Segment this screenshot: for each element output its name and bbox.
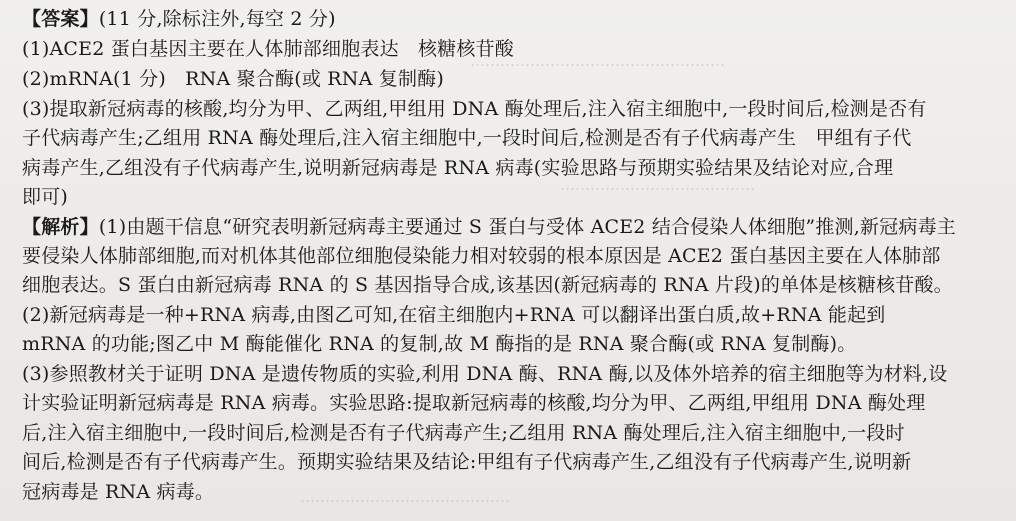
analysis-line: 计实验证明新冠病毒是 RNA 病毒。实验思路:提取新冠病毒的核酸,均分为甲、乙两组,甲组用 DNA 酶处理 xyxy=(22,392,926,414)
analysis-line: 细胞表达。S 蛋白由新冠病毒 RNA 的 S 基因指导合成,该基因(新冠病毒的 RNA 片段)的单体是核糖核苷酸。 xyxy=(22,274,953,296)
answer-tag: 【答案】 xyxy=(22,8,99,30)
answer-q2: (2)mRNA(1 分) RNA 聚合酶(或 RNA 复制酶) xyxy=(22,68,444,90)
analysis-text: (1)由题干信息“研究表明新冠病毒主要通过 S 蛋白与受体 ACE2 结合侵染人体细胞”推测,新冠病毒主 xyxy=(98,216,956,238)
answer-q3-line: 病毒产生,乙组没有子代病毒产生,说明新冠病毒是 RNA 病毒(实验思路与预期实验结果及结论对应,合理 xyxy=(22,157,894,179)
analysis-line: (3)参照教材关于证明 DNA 是遗传物质的实验,利用 DNA 酶、RNA 酶,以及体外培养的宿主细胞等为材料,设 xyxy=(22,363,948,385)
show-through-text: ………………………………… xyxy=(560,176,755,194)
analysis-line: 要侵染人体肺部细胞,而对机体其他部位细胞侵染能力相对较弱的根本原因是 ACE2 蛋白基因主要在人体肺部 xyxy=(22,245,941,267)
answer-q3-line: 子代病毒产生;乙组用 RNA 酶处理后,注入宿主细胞中,一段时间后,检测是否有子代病毒产生 甲组有子代 xyxy=(22,127,912,149)
answer-header xyxy=(22,6,1004,32)
answer-q3-line: (3)提取新冠病毒的核酸,均分为甲、乙两组,甲组用 DNA 酶处理后,注入宿主细胞中,一段时间后,检测是否有 xyxy=(22,98,927,120)
answer-q1: (1)ACE2 蛋白基因主要在人体肺部细胞表达 核糖核苷酸 xyxy=(22,38,514,60)
analysis-line: mRNA 的功能;图乙中 M 酶能催化 RNA 的复制,故 M 酶指的是 RNA 聚合酶(或 RNA 复制酶)。 xyxy=(22,333,857,355)
analysis-line xyxy=(22,214,1004,240)
analysis-line: 冠病毒是 RNA 病毒。 xyxy=(22,481,215,503)
analysis-line: 间后,检测是否有子代病毒产生。预期实验结果及结论:甲组有子代病毒产生,乙组没有子代病毒产生,说明新 xyxy=(22,451,912,473)
analysis-line: 后,注入宿主细胞中,一段时间后,检测是否有子代病毒产生;乙组用 RNA 酶处理后,注入宿主细胞中,一段时 xyxy=(22,422,905,444)
analysis-line: (2)新冠病毒是一种+RNA 病毒,由图乙可知,在宿主细胞内+RNA 可以翻译出蛋白质,故+RNA 能起到 xyxy=(22,304,886,326)
show-through-text: …………………………………………… xyxy=(470,52,725,70)
answer-q3-line: 即可) xyxy=(22,186,69,208)
analysis-tag: 【解析】 xyxy=(22,216,99,238)
show-through-text: …………………………………… xyxy=(300,488,510,506)
score-note: (11 分,除标注外,每空 2 分) xyxy=(98,8,336,30)
